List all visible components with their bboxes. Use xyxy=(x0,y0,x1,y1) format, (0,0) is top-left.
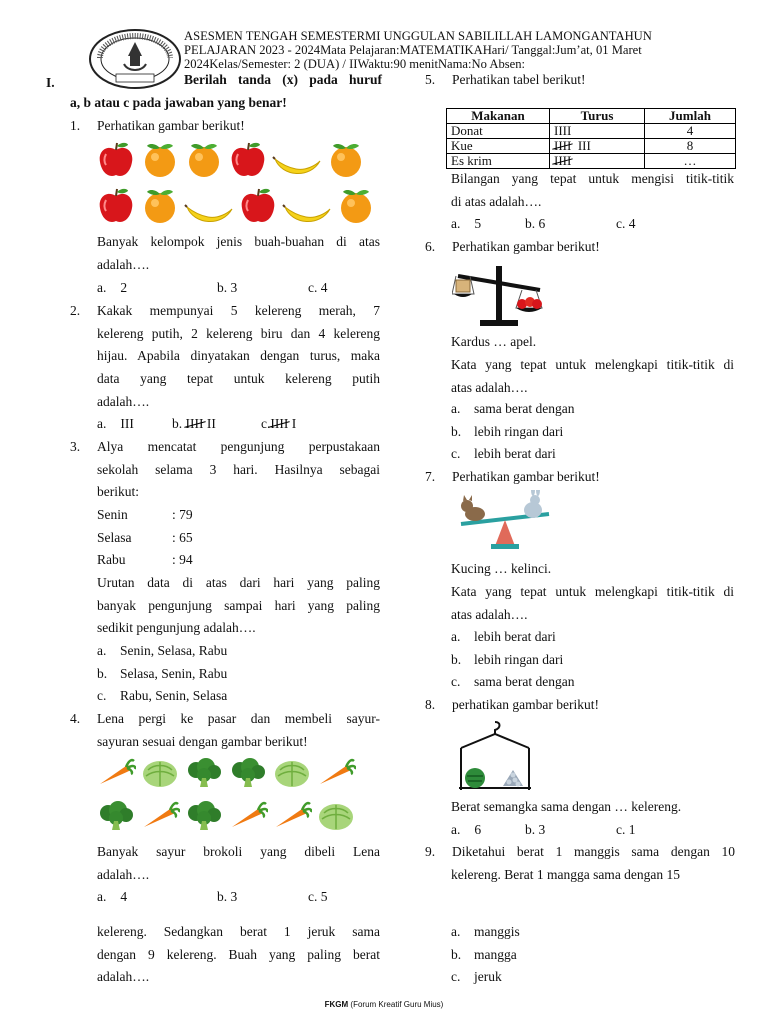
option-c[interactable]: c. lebih berat dari xyxy=(451,446,556,462)
table-row: Es krim IIII … xyxy=(447,154,736,169)
cabbage-icon xyxy=(140,757,180,789)
banana-icon xyxy=(282,186,332,226)
question-2: 2. Kakak mempunyai 5 kelereng merah, 7 kelereng putih, 2 kelereng biru dan 4 kelereng hijau. Apabila dinyatakan dengan turus, maka data yang tepat untuk kelereng putih adalah…. xyxy=(70,303,380,409)
q7-options xyxy=(451,626,574,694)
q9-continuation: kelereng. Sedangkan berat 1 jeruk sama dengan 9 kelereng. Buah yang paling berat adalah…. xyxy=(97,924,380,985)
question-1 xyxy=(70,115,380,138)
orange-icon xyxy=(326,140,366,180)
q8-statement: Berat semangka sama dengan … kelereng. xyxy=(451,799,682,814)
section-roman: I. xyxy=(46,75,55,90)
seesaw-cat-rabbit-illustration xyxy=(455,490,555,557)
q4-prompt-line-1: Banyak sayur brokoli yang dibeli Lena xyxy=(97,844,380,859)
option-c[interactable]: c. 4 xyxy=(308,280,328,295)
question-6: 6. Perhatikan gambar berikut! xyxy=(425,239,600,254)
fruit-row-1 xyxy=(96,140,366,185)
fruit-row-2 xyxy=(96,186,376,231)
orange-icon xyxy=(140,186,180,226)
banana-icon xyxy=(184,186,234,226)
option-a[interactable]: a. 2 xyxy=(97,280,128,295)
option-c[interactable]: c. 4 xyxy=(616,216,636,231)
option-b[interactable]: b. IIII II xyxy=(172,413,216,436)
option-a[interactable]: a. sama berat dengan xyxy=(451,401,575,416)
balance-scale-box-apple-illustration xyxy=(452,260,548,333)
table-row: Donat IIII 4 xyxy=(447,124,736,139)
banana-icon xyxy=(272,140,322,180)
q1-prompt-line-1: Banyak kelompok jenis buah-buahan di atas xyxy=(97,234,380,249)
option-b[interactable]: b. 3 xyxy=(217,280,238,295)
option-a[interactable]: a. 5 xyxy=(451,216,482,231)
apple-icon xyxy=(238,186,278,226)
option-c[interactable]: c.IIII I xyxy=(261,413,296,436)
hanging-scale-watermelon-marbles-illustration xyxy=(455,720,535,797)
visitor-row: Senin : 79 xyxy=(97,507,193,522)
option-c[interactable]: c. 5 xyxy=(308,889,328,904)
question-number: 1. xyxy=(70,118,81,133)
apple-icon xyxy=(96,186,136,226)
option-b[interactable]: b. mangga xyxy=(451,946,517,962)
orange-icon xyxy=(184,140,224,180)
option-a[interactable]: a. manggis xyxy=(451,924,520,939)
visitor-row: Rabu : 94 xyxy=(97,552,193,568)
column-header: Makanan xyxy=(447,109,550,124)
header-line-1: ASESMEN TENGAH SEMESTERMI UNGGULAN SABILILLAH LAMONGANTAHUN xyxy=(184,29,652,43)
question-9: 9. Diketahui berat 1 manggis sama dengan 10 kelereng. Berat 1 mangga sama dengan 15 xyxy=(425,844,735,882)
q6-prompt: Kata yang tepat untuk melengkapi titik-titik di atas adalah…. xyxy=(451,357,734,395)
instruction-line-2: a, b atau c pada jawaban yang benar! xyxy=(70,95,287,110)
column-header: Jumlah xyxy=(645,109,736,124)
option-b[interactable]: b. 3 xyxy=(217,889,238,904)
option-a[interactable]: a. Senin, Selasa, Rabu xyxy=(97,643,228,658)
table-row: Kue IIII III 8 xyxy=(447,139,736,154)
q5-prompt-line-2: di atas adalah…. xyxy=(451,194,542,209)
q7-statement: Kucing … kelinci. xyxy=(451,561,552,576)
school-logo xyxy=(88,28,182,90)
q5-prompt-line-1: Bilangan yang tepat untuk mengisi titik-titik xyxy=(451,171,734,186)
cabbage-icon xyxy=(316,800,356,832)
apple-icon xyxy=(96,140,136,180)
table-header-row xyxy=(447,109,736,124)
vegetable-row-2 xyxy=(96,800,356,837)
option-b[interactable]: b. lebih ringan dari xyxy=(451,651,564,667)
page-footer xyxy=(0,1000,768,1009)
option-a[interactable]: a. 4 xyxy=(97,889,128,904)
question-7: 7. Perhatikan gambar berikut! xyxy=(425,469,600,484)
q1-prompt-line-2: adalah…. xyxy=(97,257,150,272)
footer-acronym: FKGM xyxy=(324,1000,349,1009)
instruction-line-1: Berilah tanda (x) pada huruf xyxy=(184,72,382,87)
option-a[interactable]: a. 6 xyxy=(451,822,482,837)
apple-icon xyxy=(228,140,268,180)
orange-icon xyxy=(140,140,180,180)
q6-options xyxy=(451,398,574,466)
question-8: 8. perhatikan gambar berikut! xyxy=(425,697,599,712)
column-header: Turus xyxy=(550,109,645,124)
vegetable-row-1 xyxy=(96,757,356,794)
carrot-icon xyxy=(96,757,136,789)
broccoli-icon xyxy=(184,800,224,832)
carrot-icon xyxy=(140,800,180,832)
header-line-3: 2024Kelas/Semester: 2 (DUA) / IIWaktu:90 menitNama:No Absen: xyxy=(184,57,526,71)
option-c[interactable]: c. sama berat dengan xyxy=(451,674,575,690)
carrot-icon xyxy=(272,800,312,832)
option-b[interactable]: b. lebih ringan dari xyxy=(451,423,564,439)
option-c[interactable]: c. 1 xyxy=(616,822,636,837)
carrot-icon xyxy=(228,800,268,832)
option-a[interactable]: a. III xyxy=(97,416,134,431)
visitor-row: Selasa : 65 xyxy=(97,529,193,545)
q7-prompt: Kata yang tepat untuk melengkapi titik-titik di atas adalah…. xyxy=(451,584,734,622)
orange-icon xyxy=(336,186,376,226)
option-b[interactable]: b. 6 xyxy=(525,216,546,231)
option-b[interactable]: b. 3 xyxy=(525,822,546,837)
q3-options xyxy=(97,640,227,708)
question-5: 5. Perhatikan tabel berikut! xyxy=(425,72,586,87)
broccoli-icon xyxy=(184,757,224,789)
cabbage-icon xyxy=(272,757,312,789)
option-b[interactable]: b. Selasa, Senin, Rabu xyxy=(97,665,228,681)
q4-prompt-line-2: adalah…. xyxy=(97,867,150,882)
broccoli-icon xyxy=(96,800,136,832)
q9-options xyxy=(451,921,520,989)
footer-name: (Forum Kreatif Guru Mius) xyxy=(348,1000,444,1009)
q3-prompt: Urutan data di atas dari hari yang paling banyak pengunjung sampai hari yang paling sedikit pengunjung adalah…. xyxy=(97,575,380,636)
option-c[interactable]: c. jeruk xyxy=(451,969,502,985)
carrot-icon xyxy=(316,757,356,789)
visitor-data xyxy=(97,504,193,572)
question-3: 3. Alya mencatat pengunjung perpustakaan sekolah selama 3 hari. Hasilnya sebagai berikut: xyxy=(70,439,380,500)
tally-table xyxy=(446,108,736,169)
option-a[interactable]: a. lebih berat dari xyxy=(451,629,556,644)
question-4: 4. Lena pergi ke pasar dan membeli sayur- sayuran sesuai dengan gambar berikut! xyxy=(70,711,380,749)
question-text: Perhatikan gambar berikut! xyxy=(97,118,245,133)
header-line-2: PELAJARAN 2023 - 2024Mata Pelajaran:MATEMATIKAHari/ Tanggal:Jum’at, 01 Maret xyxy=(184,43,642,57)
broccoli-icon xyxy=(228,757,268,789)
q6-statement: Kardus … apel. xyxy=(451,334,537,349)
option-c[interactable]: c. Rabu, Senin, Selasa xyxy=(97,688,228,704)
